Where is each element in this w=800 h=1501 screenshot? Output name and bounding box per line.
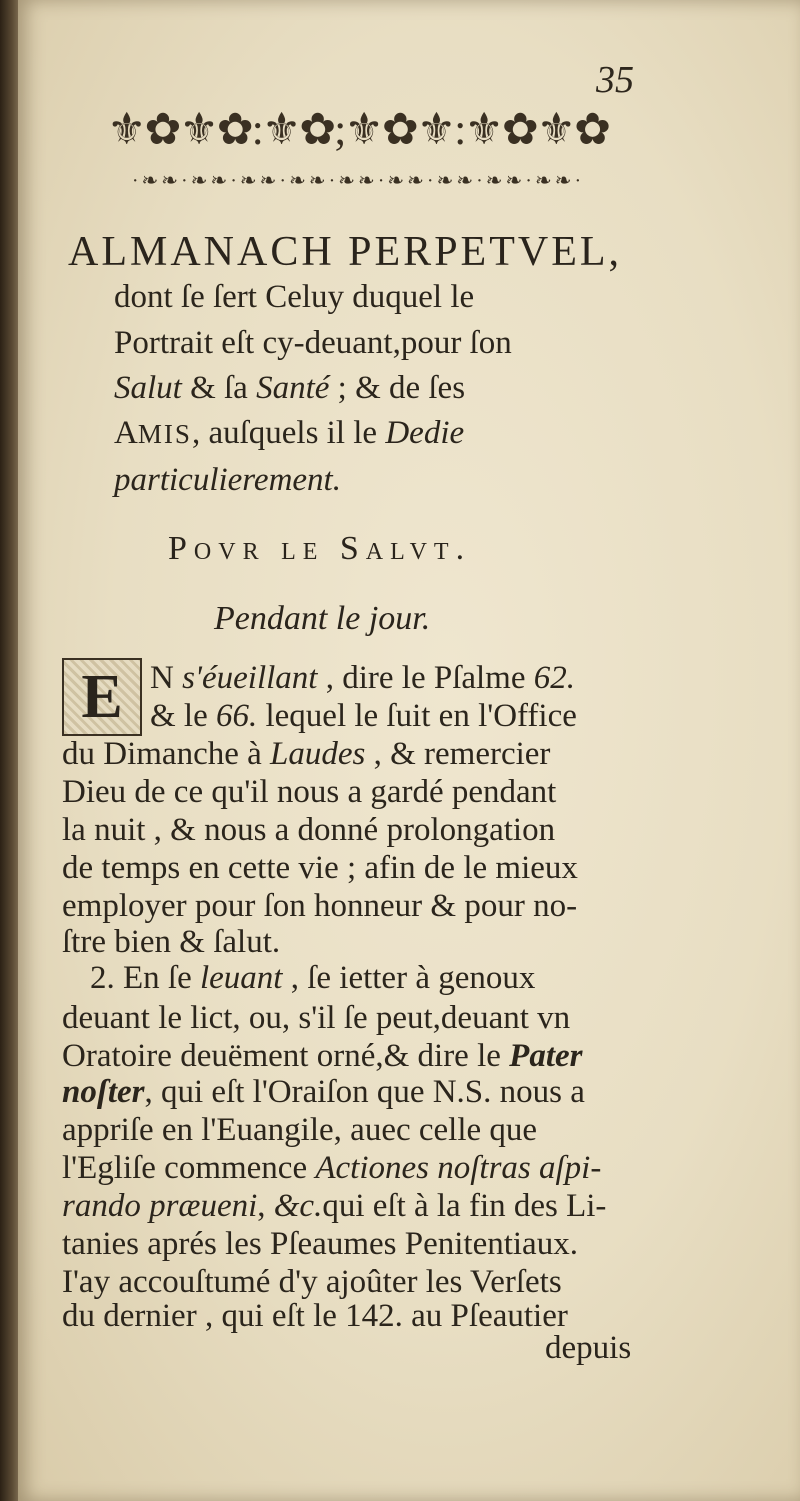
book-page (18, 0, 800, 1501)
paragraph-2-line-1: 2. En ſe leuant , ſe ietter à genoux (90, 960, 536, 996)
paragraph-2-line-10: du dernier , qui eſt le 142. au Pſeautier (62, 1298, 568, 1334)
paragraph-1-line-4: Dieu de ce qu'il nous a gardé pendant (62, 774, 557, 810)
paragraph-2-line-8: tanies aprés les Pſeaumes Penitentiaux. (62, 1226, 578, 1262)
paragraph-2-line-5: appriſe en l'Euangile, auec celle que (62, 1112, 538, 1148)
paragraph-1-line-2: & le 66. lequel le ſuit en l'Office (150, 698, 577, 734)
fleuron-ornament-band: ⚜✿⚜✿:⚜✿;⚜✿⚜:⚜✿⚜✿ (107, 105, 609, 154)
paragraph-2-line-4: noſter, qui eſt l'Oraiſon que N.S. nous a (62, 1074, 585, 1110)
paragraph-2-line-9: I'ay accouſtumé d'y ajoûter les Verſets (62, 1264, 562, 1300)
ornament-border: ·❧❧·❧❧·❧❧·❧❧·❧❧·❧❧·❧❧·❧❧·❧❧· (131, 170, 585, 192)
title-line-3: Portrait eſt cy-deuant,pour ſon (114, 325, 512, 361)
paragraph-1-line-5: la nuit , & nous a donné prolongation (62, 812, 556, 848)
paragraph-1-line-7: employer pour ſon honneur & pour no- (62, 888, 578, 924)
paragraph-1-line-3: du Dimanche à Laudes , & remercier (62, 736, 551, 772)
catchword: depuis (545, 1330, 632, 1366)
almanac-title: ALMANACH PERPETVEL, (68, 229, 623, 275)
decorated-initial: E (62, 658, 142, 736)
section-heading: Povr le Salvt. (168, 530, 472, 567)
subheading: Pendant le jour. (214, 600, 431, 637)
title-line-5: AMIS, auſquels il le Dedie (114, 415, 465, 451)
paragraph-1-line-8: ſtre bien & ſalut. (62, 924, 281, 960)
title-line-6: particulierement. (114, 462, 341, 498)
title-line-2: dont ſe ſert Celuy duquel le (114, 279, 475, 315)
paragraph-1-line-6: de temps en cette vie ; afin de le mieux (62, 850, 578, 886)
paragraph-2-line-3: Oratoire deuëment orné,& dire le Pater (62, 1038, 583, 1074)
paragraph-2-line-7: rando præueni, &c.qui eſt à la fin des Li- (62, 1188, 607, 1224)
word-sante: Santé (256, 370, 330, 406)
paragraph-2-line-2: deuant le lict, ou, s'il ſe peut,deuant vn (62, 1000, 571, 1036)
paragraph-1-line-1: N s'éueillant , dire le Pſalme 62. (150, 660, 575, 696)
word-salut: Salut (114, 370, 182, 406)
word-dedie: Dedie (385, 415, 465, 451)
page-number: 35 (596, 59, 634, 101)
title-line-4: Salut & ſa Santé ; & de ſes (114, 370, 466, 406)
paragraph-2-line-6: l'Egliſe commence Actiones noſtras aſpi- (62, 1150, 602, 1186)
